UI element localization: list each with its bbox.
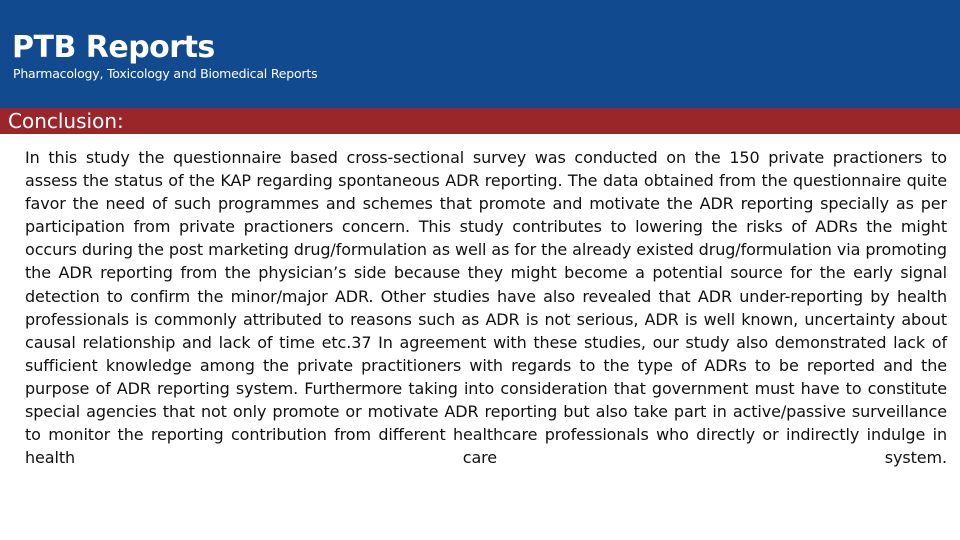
header-banner: [0, 0, 960, 108]
brand-subtitle: Pharmacology, Toxicology and Biomedical Reports: [13, 66, 318, 81]
brand-title: PTB Reports: [12, 30, 215, 65]
section-bar: [0, 108, 960, 134]
section-title: Conclusion:: [8, 109, 124, 133]
conclusion-paragraph: In this study the questionnaire based cross-sectional survey was conducted on the 150 private practioners to assess the status of the KAP regarding spontaneous ADR reporting. The data obtained from the questionnaire quite favor the need of such programmes and schemes that promote and motivate the ADR reporting specially as per participation from private practioners concern. This study contributes to lowering the risks of ADRs the might occurs during the post marketing drug/formulation as well as for the already existed drug/formulation via promoting the ADR reporting from the physician’s side because they might become a potential source for the early signal detection to confirm the minor/major ADR. Other studies have also revealed that ADR under-reporting by health professionals is commonly attributed to reasons such as ADR is not serious, ADR is well known, uncertainty about causal relationship and lack of time etc.37 In agreement with these studies, our study also demonstrated lack of sufficient knowledge among the private practitioners with regards to the type of ADRs to be reported and the purpose of ADR reporting system. Furthermore taking into consideration that government must have to constitute special agencies that not only promote or motivate ADR reporting but also take part in active/passive surveillance to monitor the reporting contribution from different healthcare professionals who directly or indirectly indulge in health care system.: [25, 148, 947, 468]
